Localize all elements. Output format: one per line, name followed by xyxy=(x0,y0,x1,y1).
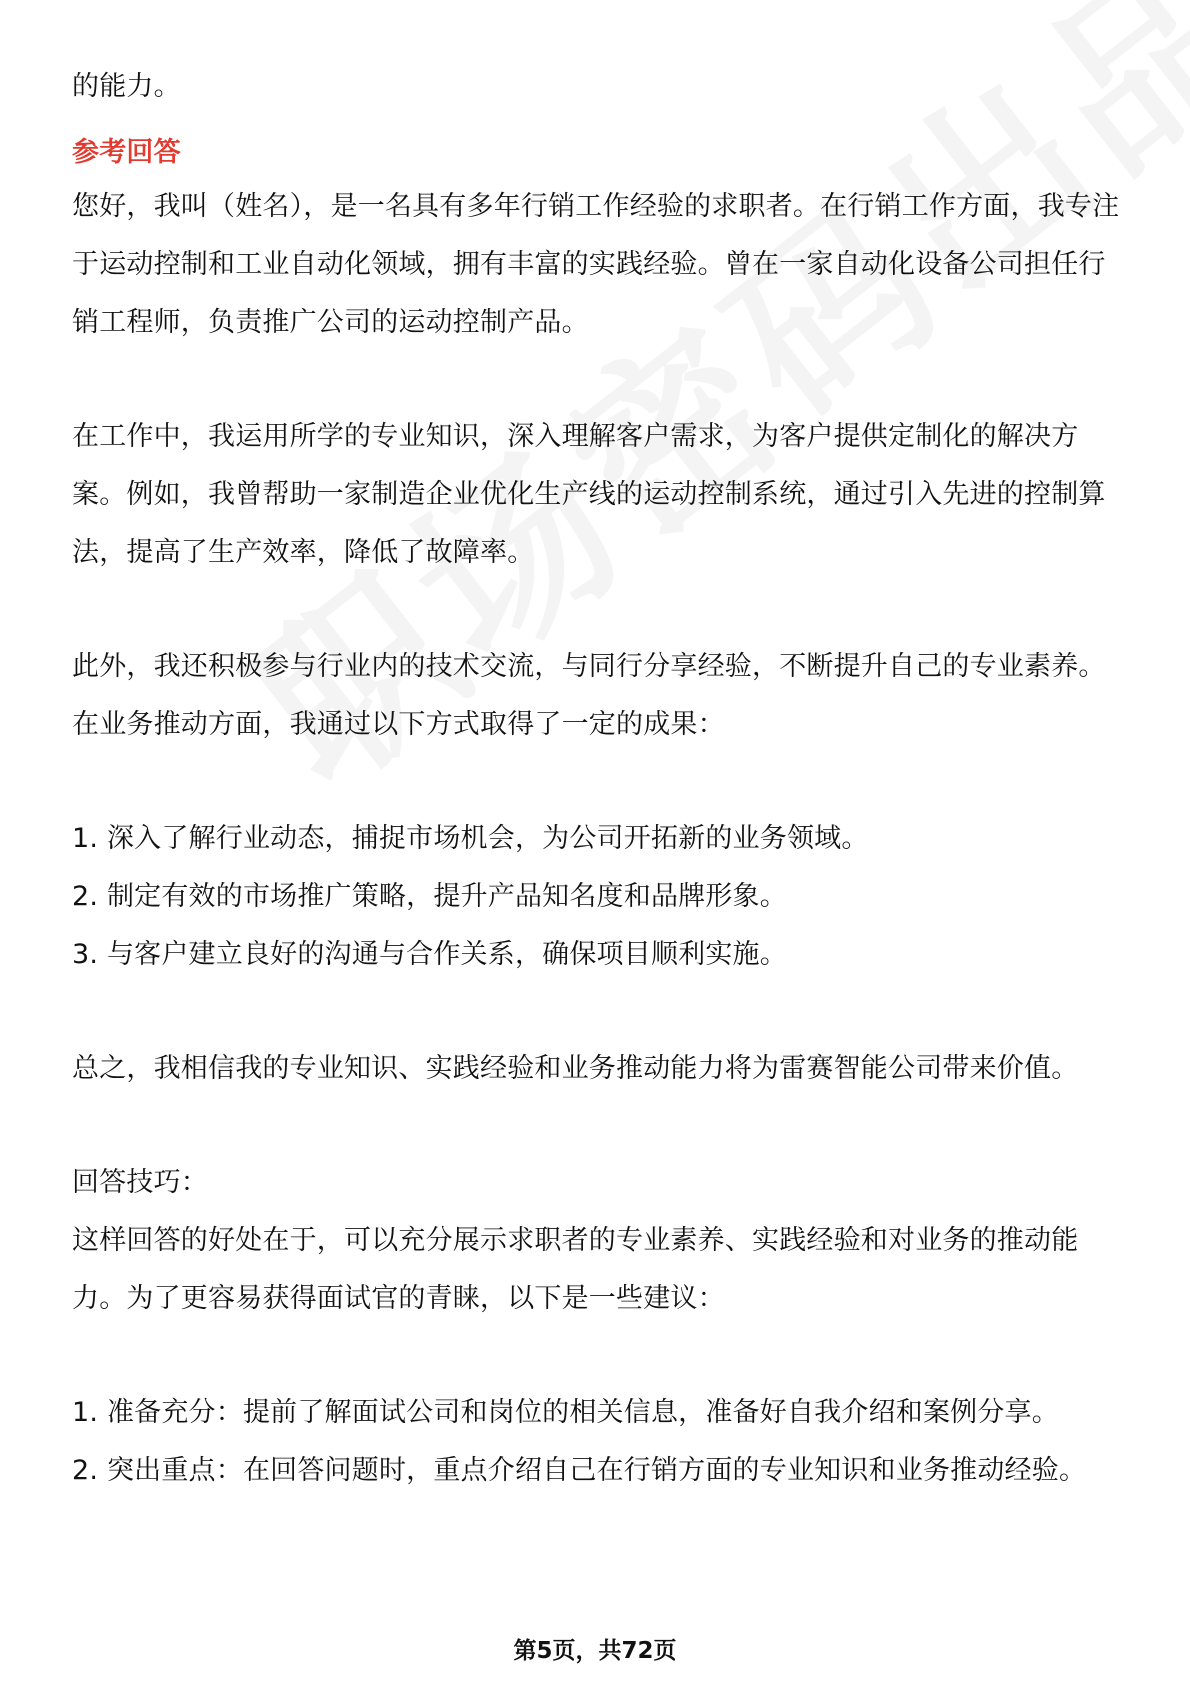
spacer xyxy=(72,1098,1122,1154)
tips-label: 回答技巧： xyxy=(72,1167,208,1198)
spacer xyxy=(72,754,1122,810)
paragraph-exchange: 此外，我还积极参与行业内的技术交流，与同行分享经验，不断提升自己的专业素养。在业务推动方面，我通过以下方式取得了一定的成果： xyxy=(72,651,1106,740)
spacer xyxy=(72,582,1122,638)
page-number: 第5页，共72页 xyxy=(513,1638,677,1664)
list-item: 1. 准备充分：提前了解面试公司和岗位的相关信息，准备好自我介绍和案例分享。 xyxy=(72,1397,1059,1428)
paragraph-work: 在工作中，我运用所学的专业知识，深入理解客户需求，为客户提供定制化的解决方案。例如，我曾帮助一家制造企业优化生产线的运动控制系统，通过引入先进的控制算法，提高了生产效率，降低了故障率。 xyxy=(72,421,1106,568)
list-item: 2. 制定有效的市场推广策略，提升产品知名度和品牌形象。 xyxy=(72,881,787,912)
spacer xyxy=(72,352,1122,408)
paragraph-summary: 总之，我相信我的专业知识、实践经验和业务推动能力将为雷赛智能公司带来价值。 xyxy=(72,1053,1079,1084)
paragraph-continuation: 的能力。 xyxy=(72,71,181,102)
paragraph-intro: 您好，我叫（姓名），是一名具有多年行销工作经验的求职者。在行销工作方面，我专注于运动控制和工业自动化领域，拥有丰富的实践经验。曾在一家自动化设备公司担任行销工程师，负责推广公司的运动控制产品。 xyxy=(72,191,1120,338)
spacer xyxy=(72,984,1122,1040)
list-item: 2. 突出重点：在回答问题时，重点介绍自己在行销方面的专业知识和业务推动经验。 xyxy=(72,1455,1087,1486)
section-heading: 参考回答 xyxy=(72,137,181,168)
list-item: 1. 深入了解行业动态，捕捉市场机会，为公司开拓新的业务领域。 xyxy=(72,823,869,854)
spacer xyxy=(72,1328,1122,1384)
page-content xyxy=(72,58,1122,1500)
paragraph-tips: 这样回答的好处在于，可以充分展示求职者的专业素养、实践经验和对业务的推动能力。为了更容易获得面试官的青睐，以下是一些建议： xyxy=(72,1225,1079,1314)
list-item: 3. 与客户建立良好的沟通与合作关系，确保项目顺利实施。 xyxy=(72,939,787,970)
